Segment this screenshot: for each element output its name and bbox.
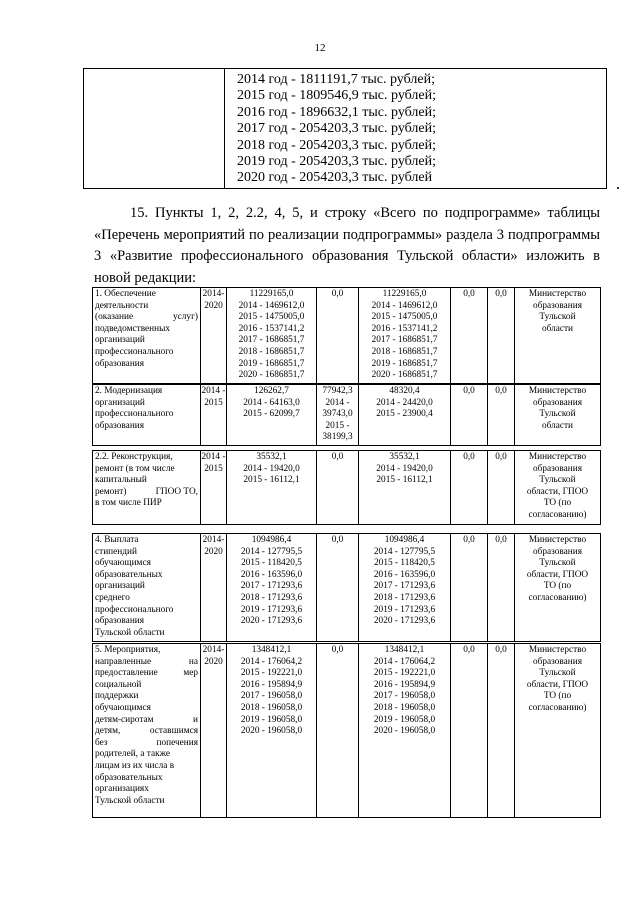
total-line: 2014 - 176064,2 [240, 656, 303, 667]
executor-line: образования [532, 397, 583, 408]
extra-budget-cell: 0,0 [488, 385, 515, 446]
measure-name-line: социальной [95, 679, 142, 690]
federal-line: 38199,3 [322, 432, 353, 443]
measure-row [93, 534, 601, 642]
total-line: 2019 - 1686851,7 [238, 358, 305, 369]
total-line: 2018 - 1686851,7 [238, 346, 305, 357]
executor-line: согласованию) [528, 509, 587, 520]
extra-budget-cell: 0,0 [488, 288, 515, 384]
regional-line: 2019 - 196058,0 [373, 714, 436, 725]
regional-line: 2016 - 195894,9 [373, 679, 436, 690]
executor-cell [515, 451, 601, 525]
regional-line: 2016 - 163596,0 [373, 569, 436, 580]
measure-row [93, 288, 601, 384]
measure-row-table [92, 643, 601, 818]
text-fragment: на [188, 656, 198, 667]
justified-text-line [95, 668, 198, 680]
measure-name-line: стипендий [95, 546, 137, 557]
measure-name-line: поддержки [95, 691, 139, 702]
regional-line: 2015 - 16112,1 [376, 475, 433, 486]
measure-name-cell [93, 451, 201, 525]
measure-name-line: образования [95, 616, 145, 627]
federal-line: 39743,0 [322, 409, 353, 420]
executor-line: Министерство [528, 645, 587, 655]
text-fragment: (оказание [95, 312, 134, 323]
period-line: 2014- [202, 289, 225, 299]
regional-line: 35532,1 [389, 452, 420, 462]
total-line: 2018 - 171293,6 [240, 592, 303, 603]
measure-name-line: образования [95, 420, 145, 431]
regional-line: 2015 - 23900,4 [376, 409, 433, 420]
measure-row [93, 451, 601, 525]
executor-line: Министерство [528, 289, 587, 299]
total-line: 2015 - 1475005,0 [238, 312, 305, 323]
executor-line: Тульской [539, 475, 576, 486]
total-line: 35532,1 [256, 452, 287, 462]
text-fragment: и [193, 714, 198, 725]
executor-cell [515, 644, 601, 818]
measure-name-line: подведомственных [95, 323, 171, 334]
regional-line: 1348412,1 [384, 645, 425, 655]
total-line: 2015 - 118420,5 [241, 558, 302, 569]
text-fragment: мер [183, 668, 198, 679]
total-cell [227, 451, 317, 525]
period-line: 2014 - [201, 386, 226, 396]
federal-line: 0,0 [331, 289, 344, 299]
total-line: 2015 - 16112,1 [243, 475, 300, 486]
text-fragment: в том числе ПИР [95, 498, 162, 509]
executor-cell [515, 385, 601, 446]
total-line: 2019 - 196058,0 [240, 714, 303, 725]
executor-line: области, ГПОО [526, 679, 589, 690]
measure-name-line: лицам из их числа в [95, 760, 175, 771]
measure-row-table [92, 450, 601, 525]
text-fragment: ремонт (в том числе [95, 463, 175, 474]
measure-name-line: организаций [95, 397, 145, 408]
measure-name-line: деятельности [95, 300, 149, 311]
total-line: 126262,7 [254, 386, 289, 396]
regional-line: 1094986,4 [384, 535, 425, 545]
executor-line: Министерство [528, 386, 587, 396]
measure-name-line: 4. Выплата [95, 535, 139, 545]
local-budget-cell: 0,0 [451, 451, 488, 525]
regional-cell [359, 644, 451, 818]
text-fragment: детям, [95, 726, 121, 737]
total-line: 2016 - 1537141,2 [238, 323, 305, 334]
regional-line: 2014 - 127795,5 [373, 546, 436, 557]
measure-row-table [92, 384, 601, 446]
executor-line: образования [532, 463, 583, 474]
total-cell [227, 385, 317, 446]
period-line: 2014- [202, 645, 225, 655]
measure-name-line: организаций [95, 335, 145, 346]
regional-line: 2014 - 24420,0 [376, 397, 433, 408]
extra-budget-cell: 0,0 [488, 534, 515, 642]
regional-cell [359, 451, 451, 525]
justified-text-line [95, 475, 198, 487]
period-cell [201, 385, 227, 446]
funding-line: 2020 год - 2054203,3 тыс. рублей [237, 170, 433, 186]
executor-line: образования [532, 300, 583, 311]
regional-line: 2016 - 1537141,2 [371, 323, 438, 334]
regional-line: 2014 - 1469612,0 [371, 300, 438, 311]
total-cell [227, 288, 317, 384]
regional-line: 2015 - 1475005,0 [371, 312, 438, 323]
regional-line: 2018 - 171293,6 [373, 592, 436, 603]
text-fragment: ГПОО ТО, [155, 486, 198, 497]
regional-line: 2015 - 192221,0 [373, 668, 436, 679]
extra-budget-cell: 0,0 [488, 451, 515, 525]
regional-line: 11229165,0 [382, 289, 427, 299]
period-line: 2020 [204, 546, 223, 557]
total-line: 2016 - 195894,9 [240, 679, 303, 690]
total-cell [227, 644, 317, 818]
period-line: 2020 [204, 656, 223, 667]
total-line: 2020 - 1686851,7 [238, 370, 305, 381]
regional-line: 2020 - 196058,0 [373, 726, 436, 737]
justified-text-line [95, 498, 198, 510]
period-line: 2020 [204, 300, 223, 311]
executor-cell [515, 288, 601, 384]
total-line: 2020 - 196058,0 [240, 726, 303, 737]
text-fragment: 2.2. Реконструкция, [95, 452, 173, 462]
federal-line: 77942,3 [322, 386, 353, 396]
federal-cell [317, 288, 359, 384]
period-cell [201, 451, 227, 525]
local-budget-cell: 0,0 [451, 385, 488, 446]
page-number: 12 [314, 42, 326, 54]
period-line: 2015 [204, 463, 223, 474]
total-line: 2019 - 171293,6 [240, 604, 303, 615]
amendment-paragraph [94, 203, 600, 289]
total-line: 2014 - 1469612,0 [238, 300, 305, 311]
executor-line: Тульской [539, 668, 576, 679]
period-line: 2014- [202, 535, 225, 545]
measure-name-line: Тульской области [95, 627, 165, 638]
funding-line: 2016 год - 1896632,1 тыс. рублей; [237, 104, 437, 120]
funding-label-cell [84, 69, 225, 189]
total-line: 1348412,1 [251, 645, 292, 655]
federal-line: 0,0 [331, 535, 344, 545]
funding-values-cell [225, 69, 607, 189]
executor-line: ТО (по [543, 581, 572, 592]
justified-text-line [95, 738, 198, 750]
executor-line: Тульской [539, 312, 576, 323]
period-cell [201, 534, 227, 642]
regional-cell [359, 385, 451, 446]
measure-name-line: профессионального [95, 409, 174, 420]
executor-line: области, ГПОО [526, 486, 589, 497]
regional-line: 2015 - 118420,5 [374, 558, 435, 569]
measure-name-line: среднего [95, 592, 130, 603]
total-line: 2015 - 192221,0 [240, 668, 303, 679]
total-line: 2020 - 171293,6 [240, 616, 303, 627]
justified-text-line [95, 452, 198, 464]
measure-name-line: организациях [95, 784, 149, 795]
local-budget-cell: 0,0 [451, 534, 488, 642]
text-fragment: оставшимся [149, 726, 198, 737]
executor-line: образования [532, 656, 583, 667]
federal-cell [317, 451, 359, 525]
period-line: 2014 - [201, 452, 226, 462]
regional-cell [359, 534, 451, 642]
text-fragment: направленные [95, 656, 152, 667]
regional-line: 2018 - 1686851,7 [371, 346, 438, 357]
measure-name-line: обучающимся [95, 558, 151, 569]
regional-line: 2017 - 1686851,7 [371, 335, 438, 346]
funding-line: 2014 год - 1811191,7 тыс. рублей; [237, 72, 435, 87]
regional-line: 2019 - 171293,6 [373, 604, 436, 615]
text-fragment: капитальный [95, 475, 147, 486]
total-line: 2015 - 62099,7 [243, 409, 300, 420]
regional-line: 2019 - 1686851,7 [371, 358, 438, 369]
regional-line: 2017 - 196058,0 [373, 691, 436, 702]
federal-line: 2014 - [325, 397, 350, 408]
measure-name-cell [93, 385, 201, 446]
federal-cell [317, 534, 359, 642]
measure-name-line: профессионального [95, 346, 174, 357]
scan-speck [617, 187, 619, 189]
executor-cell [515, 534, 601, 642]
regional-line: 2014 - 176064,2 [373, 656, 436, 667]
text-fragment: попечения [156, 737, 198, 748]
executor-line: области, ГПОО [526, 569, 589, 580]
executor-line: Тульской [539, 409, 576, 420]
extra-budget-cell: 0,0 [488, 644, 515, 818]
measure-name-cell [93, 288, 201, 384]
period-line: 2015 [204, 397, 223, 408]
amendment-text: 15. Пункты 1, 2, 2.2, 4, 5, и строку «Всего по подпрограмме» таблицы «Перечень мероприятий по реализации подпрограммы» раздела 3 подпрограммы 3 «Развитие профессионального образования Тульской области» изложить в новой редакции: [94, 205, 600, 286]
measure-name-line: 1. Обеспечение [95, 289, 156, 299]
measure-name-line: образовательных [95, 569, 163, 580]
text-fragment: без [95, 737, 108, 748]
measure-name-cell [93, 644, 201, 818]
justified-text-line [95, 312, 198, 324]
regional-line: 2014 - 19420,0 [376, 463, 433, 474]
total-line: 1094986,4 [251, 535, 292, 545]
justified-text-line [95, 487, 198, 499]
measure-row-table [92, 533, 601, 642]
funding-summary-table [83, 68, 607, 189]
federal-line: 0,0 [331, 452, 344, 462]
measure-name-line: обучающимся [95, 702, 151, 713]
executor-line: образования [532, 546, 583, 557]
executor-line: Министерство [528, 452, 587, 462]
executor-line: области [541, 323, 574, 334]
total-line: 2016 - 163596,0 [240, 569, 303, 580]
funding-line: 2017 год - 2054203,3 тыс. рублей; [237, 121, 437, 137]
justified-text-line [95, 657, 198, 669]
text-fragment: предоставление [95, 668, 158, 679]
measure-row [93, 644, 601, 818]
total-line: 2017 - 196058,0 [240, 691, 303, 702]
executor-line: ТО (по [543, 691, 572, 702]
federal-line: 2015 - [325, 420, 350, 431]
measure-name-line: 5. Мероприятия, [95, 645, 161, 655]
executor-line: ТО (по [543, 498, 572, 509]
federal-cell [317, 385, 359, 446]
regional-line: 2017 - 171293,6 [373, 581, 436, 592]
regional-line: 48320,4 [389, 386, 420, 396]
executor-line: Министерство [528, 535, 587, 545]
text-fragment: услуг) [173, 312, 198, 323]
measure-name-line: организаций [95, 581, 145, 592]
total-line: 2017 - 1686851,7 [238, 335, 305, 346]
measure-name-cell [93, 534, 201, 642]
measure-name-line: родителей, а также [95, 749, 171, 760]
executor-line: согласованию) [528, 702, 587, 713]
total-line: 2017 - 171293,6 [240, 581, 303, 592]
total-line: 2014 - 127795,5 [240, 546, 303, 557]
total-cell [227, 534, 317, 642]
text-fragment: ремонт) [95, 486, 127, 497]
justified-text-line [95, 726, 198, 738]
measure-name-line: образовательных [95, 772, 163, 783]
period-cell [201, 644, 227, 818]
regional-line: 2020 - 1686851,7 [371, 370, 438, 381]
period-cell [201, 288, 227, 384]
regional-cell [359, 288, 451, 384]
justified-text-line [95, 464, 198, 476]
executor-line: области [541, 420, 574, 431]
measure-name-line: образования [95, 358, 145, 369]
funding-line: 2019 год - 2054203,3 тыс. рублей; [237, 154, 437, 170]
measure-row [93, 385, 601, 446]
executor-line: Тульской [539, 558, 576, 569]
text-fragment: детям-сиротам [95, 714, 154, 725]
total-line: 2018 - 196058,0 [240, 702, 303, 713]
executor-line: согласованию) [528, 592, 587, 603]
total-line: 11229165,0 [249, 289, 294, 299]
total-line: 2014 - 19420,0 [243, 463, 300, 474]
funding-line: 2015 год - 1809546,9 тыс. рублей; [237, 88, 437, 104]
regional-line: 2020 - 171293,6 [373, 616, 436, 627]
measure-name-line: 2. Модернизация [95, 386, 163, 396]
federal-cell [317, 644, 359, 818]
measure-row-table [92, 287, 601, 384]
total-line: 2014 - 64163,0 [243, 397, 300, 408]
justified-text-line [95, 715, 198, 727]
funding-line: 2018 год - 2054203,3 тыс. рублей; [237, 137, 437, 153]
regional-line: 2018 - 196058,0 [373, 702, 436, 713]
local-budget-cell: 0,0 [451, 288, 488, 384]
local-budget-cell: 0,0 [451, 644, 488, 818]
measure-name-line: профессионального [95, 604, 174, 615]
measure-name-line: Тульской области [95, 795, 165, 806]
federal-line: 0,0 [331, 645, 344, 655]
